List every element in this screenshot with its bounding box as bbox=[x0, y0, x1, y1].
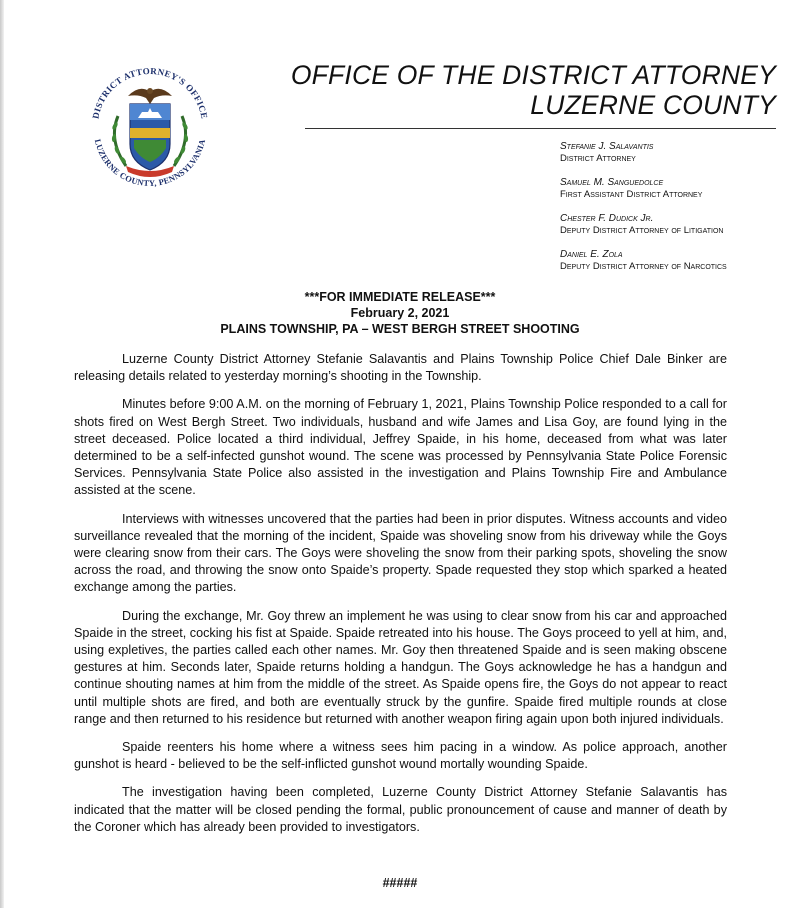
body-paragraph: Spaide reenters his home where a witness sees him pacing in a window. As police approach, another gunshot is heard - believed to be the self-inflicted gunshot wound mortally wounding Spaide. bbox=[74, 740, 727, 772]
header-rule bbox=[305, 128, 776, 129]
body-paragraph: During the exchange, Mr. Goy threw an implement he was using to clear snow from his car and approached Spaide in the street, cocking his fist at Spaide. Spaide retreated into his house. The Goys proceed to yell at him, and, using expletives, the parties called each other names. Mr. Goy then threatened Spaide and is seen making obscene gestures at him. Seconds later, Spaide returns holding a handgun. The Goys acknowledge he has a handgun and continue shouting names at him from the middle of the street. As Spaide opens fire, the Goys do not appear to react until multiple shots are fired, and both are eventually struck by the gunfire. Spaide fired multiple rounds at close range and then returned to his residence but returned with another weapon firing again upon both injured individuals. bbox=[74, 608, 727, 726]
svg-text:LUZERNE COUNTY, PENNSYLVANIA: LUZERNE COUNTY, PENNSYLVANIA bbox=[92, 138, 208, 189]
staff-role: First Assistant District Attorney bbox=[560, 189, 703, 200]
office-title bbox=[291, 60, 776, 120]
staff-name: Daniel E. Zola bbox=[560, 249, 623, 260]
release-date: February 2, 2021 bbox=[350, 306, 450, 320]
page-edge bbox=[0, 0, 4, 908]
staff-role: District Attorney bbox=[560, 153, 636, 164]
office-title-line1: OFFICE OF THE DISTRICT ATTORNEY bbox=[290, 60, 776, 90]
office-title-line2: LUZERNE COUNTY bbox=[530, 90, 776, 120]
body-paragraph: Luzerne County District Attorney Stefanie Salavantis and Plains Township Police Chief Dale Binker are releasing details related to yesterday morning’s shooting in the Township. bbox=[74, 352, 727, 384]
staff-name: Samuel M. Sanguedolce bbox=[560, 177, 664, 188]
body-paragraph: The investigation having been completed, Luzerne County District Attorney Stefanie Salavantis has indicated that the matter will be closed pending the formal, public pronouncement of cause and manner of death by the Coroner which has already been provided to investigators. bbox=[74, 785, 727, 834]
body-paragraph: Minutes before 9:00 A.M. on the morning of February 1, 2021, Plains Township Police responded to a call for shots fired on West Bergh Street. Two individuals, husband and wife James and Lisa Goy, are found lying in the street deceased. Police located a third individual, Jeffrey Spaide, in his home, deceased from what was later determined to be a self-infected gunshot wound. The scene was processed by Pennsylvania State Police Forensic Services. Pennsylvania State Police also assisted in the investigation and Plains Township Fire and Ambulance assisted at the scene. bbox=[74, 397, 727, 498]
end-mark: ##### bbox=[382, 876, 418, 890]
staff-entry bbox=[560, 248, 790, 273]
release-label: ***FOR IMMEDIATE RELEASE*** bbox=[304, 290, 496, 304]
press-release-body bbox=[74, 351, 727, 847]
staff-list bbox=[560, 140, 790, 284]
staff-role: Deputy District Attorney of Narcotics bbox=[560, 261, 727, 272]
release-headline: PLAINS TOWNSHIP, PA – WEST BERGH STREET SHOOTING bbox=[220, 322, 580, 336]
staff-role: Deputy District Attorney of Litigation bbox=[560, 225, 724, 236]
county-seal-icon bbox=[82, 58, 218, 194]
release-heading bbox=[0, 289, 800, 337]
staff-entry bbox=[560, 140, 790, 165]
staff-name: Chester F. Dudick Jr. bbox=[560, 213, 654, 224]
staff-entry bbox=[560, 176, 790, 201]
svg-text:DISTRICT ATTORNEY'S OFFICE: DISTRICT ATTORNEY'S OFFICE bbox=[90, 65, 210, 120]
body-paragraph: Interviews with witnesses uncovered that the parties had been in prior disputes. Witness accounts and video surveillance revealed that the morning of the incident, Spaide was shoveling snow from his driveway while the Goys were clearing snow from their cars. The Goys were shoveling the snow from their parking spots, shoveling the snow across the road, and throwing the snow onto Spaide’s property. Spade requested they stop which sparked a heated exchange among the parties. bbox=[74, 511, 727, 595]
staff-entry bbox=[560, 212, 790, 237]
staff-name: Stefanie J. Salavantis bbox=[560, 141, 654, 152]
